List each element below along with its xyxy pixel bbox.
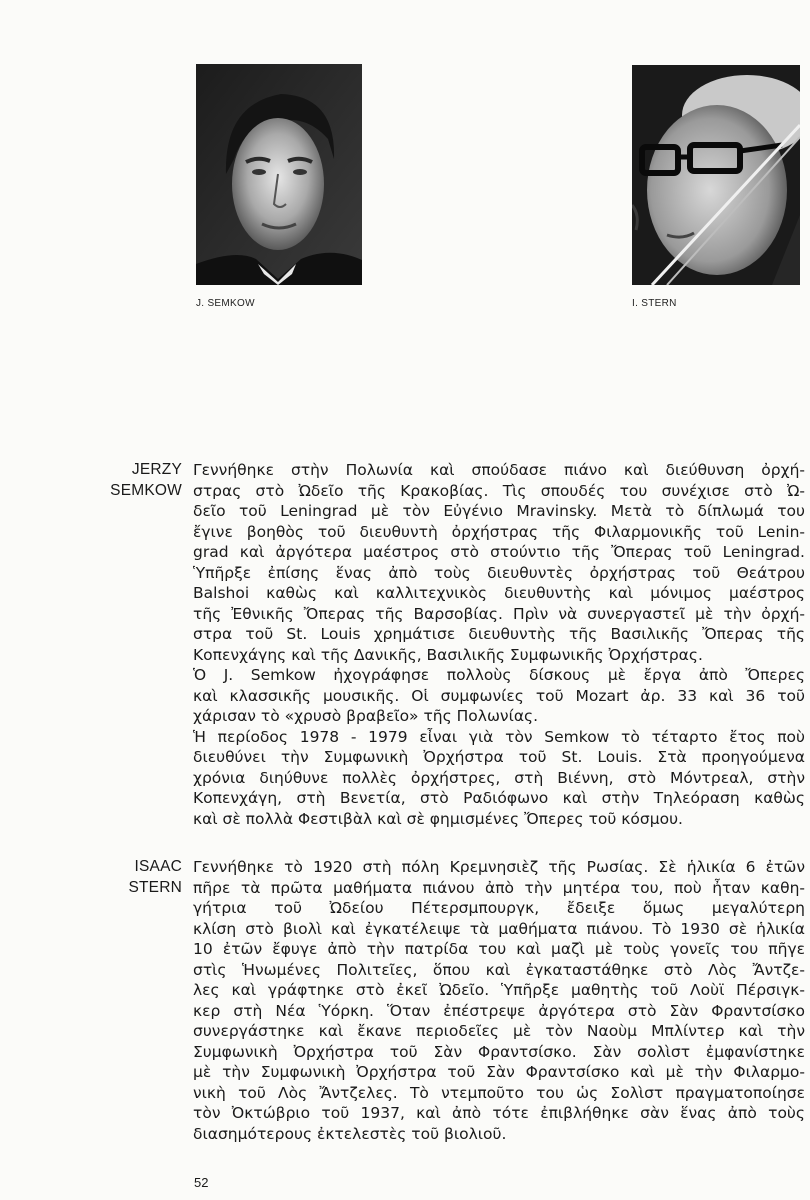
photo-caption-semkow: J. SEMKOW: [196, 298, 255, 309]
text-line: Ὑπῆρξε ἐπίσης ἕνας ἀπὸ τοὺς διευθυντὲς ὀρχήστρας τοῦ Θεάτρου: [193, 563, 805, 582]
portrait-photo-stern: [632, 65, 800, 285]
text-line: γήτρια τοῦ Ὠδείου Πέτερσμπουργκ, ἔδειξε ὅμως μεγαλύτερη: [193, 899, 805, 917]
text-line: Ἡ περίοδος 1978 - 1979 εἶναι γιὰ τὸν Semkow τὸ τέταρτο ἔτος ποὺ: [193, 727, 805, 746]
text-line: τῆς Ἐθνικῆς Ὄπερας τῆς Βαρσοβίας. Πρὶν νὰ συνεργαστεῖ μὲ τὴν ὀρχή-: [193, 604, 805, 623]
text-line: στρας στὸ Ὠδεῖο τῆς Κρακοβίας. Τὶς σπουδές του συνέχισε στὸ Ὠ-: [193, 481, 805, 500]
text-line: καὶ κλασσικῆς μουσικῆς. Οἱ συμφωνίες τοῦ Mozart ἀρ. 33 καὶ 36 τοῦ: [193, 686, 805, 705]
bio-name-stern: [96, 857, 182, 898]
bio-first-name: ISAAC: [134, 858, 182, 875]
text-line: συνεργάστηκε καὶ ἔκανε περιοδεῖες μὲ τὸν Ναοὺμ Μπλίντερ καὶ τὴν: [193, 1022, 805, 1040]
text-line: Συμφωνικὴ Ὀρχήστρα τοῦ Σὰν Φραντσίσκο. Σὰν σολὶστ ἐμφανίστηκε: [193, 1042, 805, 1061]
bio-last-name: SEMKOW: [110, 481, 182, 499]
text-line: 10 ἐτῶν ἔφυγε ἀπὸ τὴν πατρίδα του καὶ μαζὶ μὲ τοὺς γονεῖς του πῆγε: [193, 940, 805, 958]
text-line: καὶ σὲ πολλὰ Φεστιβὰλ καὶ σὲ φημισμένες Ὄπερες τοῦ κόσμου.: [193, 809, 683, 828]
text-line: πῆρε τὰ πρῶτα μαθήματα πιάνου ἀπὸ τὴν μητέρα του, ποὺ ἦταν καθη-: [193, 878, 805, 897]
text-line: χάρισαν τὸ «χρυσὸ βραβεῖο» τῆς Πολωνίας.: [193, 707, 539, 725]
text-line: Κοπενχάγη, στὴ Βενετία, στὸ Ραδιόφωνο καὶ στὴν Τηλεόραση καθὼς: [193, 789, 805, 807]
text-line: κλίση στὸ βιολὶ καὶ ἐγκατέλειψε τὰ μαθήματα πιάνου. Τὸ 1930 σὲ ἡλικία: [193, 919, 805, 938]
photo-caption-stern: I. STERN: [632, 298, 677, 309]
bio-text-semkow: [193, 460, 805, 829]
bio-first-name: JERZY: [131, 461, 182, 478]
bio-name-semkow: [96, 460, 182, 501]
bio-last-name: STERN: [128, 878, 182, 896]
text-line: δεῖο τοῦ Leningrad μὲ τὸν Εὐγένιο Mravinsky. Μετὰ τὸ δίπλωμά του: [193, 502, 805, 520]
text-line: νικὴ τοῦ Λὸς Ἄντζελες. Τὸ ντεμποῦτο του ὡς Σολὶστ πραγματοποίησε: [193, 1083, 805, 1102]
text-line: μὲ τὴν Συμφωνικὴ Ὀρχήστρα τοῦ Σὰν Φραντσίσκο καὶ μὲ τὴν Φιλαρμο-: [193, 1063, 805, 1081]
text-line: Γεννήθηκε τὸ 1920 στὴ πόλη Κρεμνησιὲζ τῆς Ρωσίας. Σὲ ἡλικία 6 ἐτῶν: [193, 858, 805, 876]
text-line: τὸν Ὀκτώβριο τοῦ 1937, καὶ ἀπὸ τότε ἐπιβλήθηκε σὰν ἕνας ἀπὸ τοὺς: [193, 1104, 805, 1122]
page-number: 52: [194, 1175, 209, 1190]
text-line: λες καὶ γράφτηκε στὸ ἐκεῖ Ὠδεῖο. Ὑπῆρξε μαθητὴς τοῦ Λοὺϊ Πέρσιγκ-: [193, 981, 805, 999]
text-line: Ὁ J. Semkow ἠχογράφησε πολλοὺς δίσκους μὲ ἔργα ἀπὸ Ὄπερες: [193, 666, 805, 684]
text-line: στρα τοῦ St. Louis χρημάτισε διευθυντὴς τῆς Βασιλικῆς Ὄπερας τῆς: [193, 625, 805, 643]
text-line: Γεννήθηκε στὴν Πολωνία καὶ σπούδασε πιάνο καὶ διεύθυνση ὀρχή-: [193, 461, 805, 479]
portrait-photo-semkow: [196, 64, 362, 285]
text-line: ἔγινε βοηθὸς τοῦ διευθυντὴ ὀρχήστρας τῆς Φιλαρμονικῆς τοῦ Lenin-: [193, 522, 805, 541]
text-line: διασημότερους ἐκτελεστὲς τοῦ βιολιοῦ.: [193, 1124, 507, 1143]
text-line: κερ στὴ Νέα Ὑόρκη. Ὅταν ἐπέστρεψε ἀργότερα στὸ Σὰν Φραντσίσκο: [193, 1001, 805, 1020]
text-line: Balshoi καθὼς καὶ καλλιτεχνικὸς διευθυντὴς καὶ μόνιμος μαέστρος: [193, 584, 805, 602]
text-line: Κοπενχάγης καὶ τῆς Δανικῆς, Βασιλικῆς Συμφωνικῆς Ὀρχήστρας.: [193, 645, 703, 664]
text-line: διευθύνει τὴν Συμφωνικὴ Ὀρχήστρα τοῦ St. Louis. Στὰ προηγούμενα: [193, 748, 805, 766]
text-line: χρόνια διηύθυνε πολλὲς ὀρχήστρες, στὴ Βιέννη, στὸ Μόντρεαλ, στὴν: [193, 768, 805, 787]
text-line: grad καὶ ἀργότερα μαέστρος στὸ στούντιο τῆς Ὄπερας τοῦ Leningrad.: [193, 543, 805, 561]
bio-text-stern: [193, 857, 805, 1144]
text-line: στὶς Ἡνωμένες Πολιτεῖες, ὅπου καὶ ἐγκαταστάθηκε στὸ Λὸς Ἄντζε-: [193, 960, 805, 979]
